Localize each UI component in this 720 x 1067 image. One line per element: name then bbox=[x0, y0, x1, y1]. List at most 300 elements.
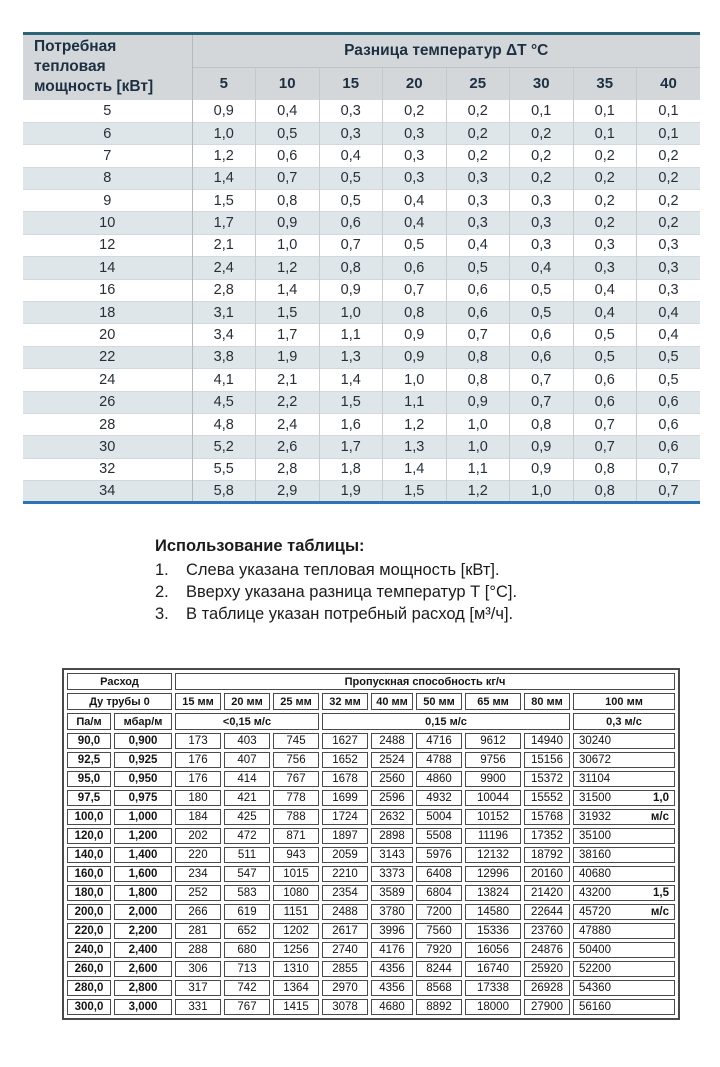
flowrate-value-cell: 0,7 bbox=[637, 481, 701, 503]
flowrate-value-cell: 0,9 bbox=[319, 279, 383, 301]
capacity-value-cell: 15768 bbox=[524, 809, 570, 825]
power-value-cell: 14 bbox=[23, 257, 192, 279]
capacity-value-cell: 2970 bbox=[322, 980, 368, 996]
power-value-cell: 32 bbox=[23, 458, 192, 480]
flowrate-value-cell: 1,7 bbox=[319, 436, 383, 458]
power-value-cell: 6 bbox=[23, 122, 192, 144]
pressure-drop-mbar-cell: 3,000 bbox=[114, 999, 172, 1015]
flowrate-value-cell: 0,4 bbox=[446, 234, 510, 256]
flowrate-value-cell: 0,6 bbox=[637, 413, 701, 435]
flowrate-value-cell: 0,3 bbox=[637, 279, 701, 301]
velocity-note: 1,5 bbox=[653, 887, 669, 899]
power-table-row bbox=[23, 122, 700, 144]
flowrate-value-cell: 0,3 bbox=[383, 167, 447, 189]
flowrate-value-cell: 5,8 bbox=[192, 481, 256, 503]
pressure-drop-pa-cell: 280,0 bbox=[67, 980, 111, 996]
pipe-diameter-header: 25 мм bbox=[273, 693, 319, 710]
capacity-value-cell-100mm bbox=[573, 961, 675, 977]
flow-table-header-row-1 bbox=[67, 673, 675, 690]
pipe-diameter-header: 65 мм bbox=[465, 693, 521, 710]
power-value-cell: 12 bbox=[23, 234, 192, 256]
power-value-cell: 8 bbox=[23, 167, 192, 189]
capacity-value-cell: 8892 bbox=[416, 999, 462, 1015]
capacity-100mm-value: 31104 bbox=[579, 773, 611, 785]
flowrate-value-cell: 0,8 bbox=[573, 481, 637, 503]
flowrate-value-cell: 0,8 bbox=[573, 458, 637, 480]
flowrate-value-cell: 3,8 bbox=[192, 346, 256, 368]
flowrate-value-cell: 1,0 bbox=[383, 369, 447, 391]
pressure-drop-mbar-cell: 0,950 bbox=[114, 771, 172, 787]
capacity-value-cell: 2617 bbox=[322, 923, 368, 939]
flow-table-row bbox=[67, 885, 675, 901]
capacity-value-cell: 24876 bbox=[524, 942, 570, 958]
flowrate-value-cell: 0,2 bbox=[573, 189, 637, 211]
power-value-cell: 18 bbox=[23, 301, 192, 323]
power-table-row bbox=[23, 346, 700, 368]
capacity-value-cell: 2740 bbox=[322, 942, 368, 958]
capacity-value-cell: 1699 bbox=[322, 790, 368, 806]
flowrate-value-cell: 1,5 bbox=[256, 301, 320, 323]
pressure-drop-mbar-cell: 2,600 bbox=[114, 961, 172, 977]
flowrate-value-cell: 1,7 bbox=[192, 212, 256, 234]
capacity-value-cell: 17338 bbox=[465, 980, 521, 996]
usage-note-number: 2. bbox=[155, 583, 169, 601]
flowrate-value-cell: 1,9 bbox=[319, 481, 383, 503]
power-value-cell: 5 bbox=[23, 100, 192, 122]
pressure-drop-pa-cell: 97,5 bbox=[67, 790, 111, 806]
flowrate-value-cell: 0,5 bbox=[510, 301, 574, 323]
power-value-cell: 24 bbox=[23, 369, 192, 391]
pressure-drop-mbar-cell: 2,800 bbox=[114, 980, 172, 996]
pipe-diameter-header: 20 мм bbox=[224, 693, 270, 710]
capacity-value-cell: 173 bbox=[175, 733, 221, 749]
capacity-value-cell: 943 bbox=[273, 847, 319, 863]
capacity-100mm-value: 30672 bbox=[579, 754, 611, 766]
delta-t-column-header: 35 bbox=[573, 67, 637, 100]
delta-t-column-header: 10 bbox=[256, 67, 320, 100]
capacity-value-cell: 7200 bbox=[416, 904, 462, 920]
flowrate-value-cell: 0,2 bbox=[573, 212, 637, 234]
capacity-value-cell: 4932 bbox=[416, 790, 462, 806]
flowrate-value-cell: 2,9 bbox=[256, 481, 320, 503]
capacity-100mm-wrap bbox=[574, 849, 674, 861]
flowrate-value-cell: 0,7 bbox=[383, 279, 447, 301]
capacity-value-cell: 1678 bbox=[322, 771, 368, 787]
flowrate-value-cell: 4,1 bbox=[192, 369, 256, 391]
capacity-value-cell: 22644 bbox=[524, 904, 570, 920]
flowrate-value-cell: 0,9 bbox=[510, 436, 574, 458]
capacity-value-cell: 1627 bbox=[322, 733, 368, 749]
capacity-100mm-value: 31500 bbox=[579, 792, 611, 804]
capacity-value-cell: 414 bbox=[224, 771, 270, 787]
flow-header-capacity: Пропускная способность кг/ч bbox=[175, 673, 675, 690]
power-value-cell: 34 bbox=[23, 481, 192, 503]
flowrate-value-cell: 0,3 bbox=[573, 257, 637, 279]
usage-note-number: 3. bbox=[155, 605, 169, 623]
usage-notes bbox=[155, 537, 517, 625]
usage-note-number: 1. bbox=[155, 561, 169, 579]
capacity-100mm-wrap bbox=[574, 1001, 674, 1013]
power-table-row bbox=[23, 257, 700, 279]
flowrate-value-cell: 0,2 bbox=[383, 100, 447, 122]
pipe-diameter-header: 15 мм bbox=[175, 693, 221, 710]
flowrate-value-cell: 0,9 bbox=[192, 100, 256, 122]
capacity-100mm-value: 47880 bbox=[579, 925, 611, 937]
flowrate-value-cell: 0,3 bbox=[510, 189, 574, 211]
power-table-row bbox=[23, 481, 700, 503]
flowrate-value-cell: 1,4 bbox=[319, 369, 383, 391]
capacity-value-cell: 331 bbox=[175, 999, 221, 1015]
capacity-value-cell: 176 bbox=[175, 752, 221, 768]
flowrate-value-cell: 0,8 bbox=[319, 257, 383, 279]
capacity-value-cell: 4860 bbox=[416, 771, 462, 787]
capacity-value-cell-100mm bbox=[573, 923, 675, 939]
pressure-drop-pa-cell: 160,0 bbox=[67, 866, 111, 882]
flowrate-value-cell: 1,5 bbox=[383, 481, 447, 503]
capacity-value-cell-100mm bbox=[573, 942, 675, 958]
capacity-value-cell: 2524 bbox=[371, 752, 413, 768]
power-table-row bbox=[23, 189, 700, 211]
capacity-100mm-wrap bbox=[574, 735, 674, 747]
capacity-value-cell: 9756 bbox=[465, 752, 521, 768]
capacity-100mm-wrap bbox=[574, 963, 674, 975]
flowrate-value-cell: 1,9 bbox=[256, 346, 320, 368]
pressure-drop-mbar-cell: 1,600 bbox=[114, 866, 172, 882]
flowrate-value-cell: 0,3 bbox=[446, 167, 510, 189]
flowrate-value-cell: 1,0 bbox=[446, 413, 510, 435]
power-table-row bbox=[23, 391, 700, 413]
flow-table-header-row-3 bbox=[67, 713, 675, 730]
capacity-100mm-value: 45720 bbox=[579, 906, 611, 918]
flow-table-row bbox=[67, 923, 675, 939]
capacity-value-cell: 680 bbox=[224, 942, 270, 958]
capacity-value-cell: 652 bbox=[224, 923, 270, 939]
capacity-100mm-value: 40680 bbox=[579, 868, 611, 880]
pressure-drop-pa-cell: 90,0 bbox=[67, 733, 111, 749]
power-value-cell: 30 bbox=[23, 436, 192, 458]
capacity-100mm-value: 35100 bbox=[579, 830, 611, 842]
flowrate-value-cell: 0,7 bbox=[319, 234, 383, 256]
capacity-value-cell: 11196 bbox=[465, 828, 521, 844]
flowrate-value-cell: 0,4 bbox=[637, 301, 701, 323]
capacity-value-cell: 14580 bbox=[465, 904, 521, 920]
capacity-value-cell: 6804 bbox=[416, 885, 462, 901]
capacity-value-cell-100mm bbox=[573, 885, 675, 901]
flowrate-value-cell: 0,3 bbox=[383, 145, 447, 167]
capacity-value-cell: 27900 bbox=[524, 999, 570, 1015]
flowrate-value-cell: 0,9 bbox=[383, 324, 447, 346]
flowrate-value-cell: 0,7 bbox=[446, 324, 510, 346]
power-table-row bbox=[23, 324, 700, 346]
flow-table-row bbox=[67, 961, 675, 977]
flowrate-value-cell: 0,5 bbox=[446, 257, 510, 279]
capacity-value-cell-100mm bbox=[573, 752, 675, 768]
flowrate-value-cell: 2,1 bbox=[192, 234, 256, 256]
flowrate-value-cell: 0,6 bbox=[256, 145, 320, 167]
power-table-row bbox=[23, 301, 700, 323]
flowrate-value-cell: 0,3 bbox=[637, 234, 701, 256]
flow-table-row bbox=[67, 999, 675, 1015]
flowrate-value-cell: 4,8 bbox=[192, 413, 256, 435]
flow-table-row bbox=[67, 771, 675, 787]
power-table-left-header: Потребная тепловая мощность [кВт] bbox=[23, 34, 192, 100]
capacity-value-cell: 2210 bbox=[322, 866, 368, 882]
power-value-cell: 9 bbox=[23, 189, 192, 211]
capacity-value-cell: 23760 bbox=[524, 923, 570, 939]
capacity-value-cell: 10044 bbox=[465, 790, 521, 806]
capacity-100mm-value: 50400 bbox=[579, 944, 611, 956]
capacity-value-cell: 2596 bbox=[371, 790, 413, 806]
flowrate-value-cell: 0,3 bbox=[637, 257, 701, 279]
flowrate-value-cell: 1,3 bbox=[383, 436, 447, 458]
capacity-value-cell: 4680 bbox=[371, 999, 413, 1015]
flowrate-value-cell: 1,0 bbox=[319, 301, 383, 323]
capacity-value-cell: 2855 bbox=[322, 961, 368, 977]
flowrate-value-cell: 2,6 bbox=[256, 436, 320, 458]
flowrate-value-cell: 1,1 bbox=[383, 391, 447, 413]
flowrate-value-cell: 0,4 bbox=[637, 324, 701, 346]
capacity-value-cell: 403 bbox=[224, 733, 270, 749]
flow-table-row bbox=[67, 733, 675, 749]
flow-table-row bbox=[67, 942, 675, 958]
capacity-value-cell: 1310 bbox=[273, 961, 319, 977]
power-value-cell: 20 bbox=[23, 324, 192, 346]
flowrate-value-cell: 0,7 bbox=[510, 369, 574, 391]
power-value-cell: 26 bbox=[23, 391, 192, 413]
capacity-value-cell: 202 bbox=[175, 828, 221, 844]
capacity-value-cell: 3143 bbox=[371, 847, 413, 863]
power-table bbox=[23, 32, 700, 504]
flowrate-value-cell: 0,2 bbox=[510, 145, 574, 167]
pipe-diameter-header: 50 мм bbox=[416, 693, 462, 710]
flowrate-value-cell: 0,1 bbox=[637, 122, 701, 144]
flowrate-value-cell: 1,0 bbox=[256, 234, 320, 256]
flow-header-flow: Расход bbox=[67, 673, 172, 690]
power-value-cell: 7 bbox=[23, 145, 192, 167]
flowrate-value-cell: 2,4 bbox=[256, 413, 320, 435]
flowrate-value-cell: 0,3 bbox=[510, 234, 574, 256]
flowrate-value-cell: 0,6 bbox=[573, 369, 637, 391]
capacity-value-cell: 742 bbox=[224, 980, 270, 996]
capacity-100mm-wrap bbox=[574, 792, 674, 804]
capacity-value-cell: 3589 bbox=[371, 885, 413, 901]
capacity-value-cell: 8244 bbox=[416, 961, 462, 977]
capacity-value-cell: 15552 bbox=[524, 790, 570, 806]
capacity-100mm-value: 30240 bbox=[579, 735, 611, 747]
pressure-drop-pa-cell: 300,0 bbox=[67, 999, 111, 1015]
capacity-value-cell-100mm bbox=[573, 828, 675, 844]
capacity-value-cell: 3780 bbox=[371, 904, 413, 920]
capacity-value-cell: 6408 bbox=[416, 866, 462, 882]
capacity-value-cell: 619 bbox=[224, 904, 270, 920]
delta-t-column-header: 20 bbox=[383, 67, 447, 100]
velocity-note: м/с bbox=[650, 811, 669, 823]
delta-t-column-header: 15 bbox=[319, 67, 383, 100]
flowrate-value-cell: 0,1 bbox=[573, 100, 637, 122]
flowrate-value-cell: 0,6 bbox=[319, 212, 383, 234]
flow-table-row bbox=[67, 847, 675, 863]
flowrate-value-cell: 4,5 bbox=[192, 391, 256, 413]
flowrate-value-cell: 2,8 bbox=[192, 279, 256, 301]
flowrate-value-cell: 0,6 bbox=[510, 324, 574, 346]
flowrate-value-cell: 0,6 bbox=[573, 391, 637, 413]
capacity-value-cell: 2560 bbox=[371, 771, 413, 787]
pipe-diameter-header: 40 мм bbox=[371, 693, 413, 710]
capacity-value-cell: 871 bbox=[273, 828, 319, 844]
power-table-row bbox=[23, 458, 700, 480]
flow-header-velocity-high: 0,3 м/с bbox=[573, 713, 675, 730]
capacity-100mm-value: 31932 bbox=[579, 811, 611, 823]
usage-notes-title: Использование таблицы: bbox=[155, 537, 365, 555]
flowrate-value-cell: 1,0 bbox=[192, 122, 256, 144]
pressure-drop-mbar-cell: 0,900 bbox=[114, 733, 172, 749]
usage-note-text: В таблице указан потребный расход [м³/ч]. bbox=[186, 605, 514, 623]
flow-header-mbar-unit: мбар/м bbox=[114, 713, 172, 730]
capacity-value-cell: 17352 bbox=[524, 828, 570, 844]
capacity-value-cell: 306 bbox=[175, 961, 221, 977]
delta-t-column-header: 30 bbox=[510, 67, 574, 100]
flowrate-value-cell: 2,1 bbox=[256, 369, 320, 391]
pressure-drop-pa-cell: 260,0 bbox=[67, 961, 111, 977]
pressure-drop-pa-cell: 180,0 bbox=[67, 885, 111, 901]
capacity-value-cell: 1364 bbox=[273, 980, 319, 996]
flowrate-value-cell: 1,3 bbox=[319, 346, 383, 368]
capacity-value-cell: 4356 bbox=[371, 961, 413, 977]
capacity-100mm-wrap bbox=[574, 811, 674, 823]
velocity-note: 1,0 bbox=[653, 792, 669, 804]
capacity-value-cell: 5004 bbox=[416, 809, 462, 825]
pipe-diameter-header: 80 мм bbox=[524, 693, 570, 710]
capacity-value-cell: 234 bbox=[175, 866, 221, 882]
capacity-value-cell: 3996 bbox=[371, 923, 413, 939]
flow-table-row bbox=[67, 828, 675, 844]
capacity-100mm-value: 43200 bbox=[579, 887, 611, 899]
capacity-value-cell: 4716 bbox=[416, 733, 462, 749]
power-table-row bbox=[23, 436, 700, 458]
usage-note-item bbox=[155, 559, 517, 581]
power-table-body bbox=[23, 100, 700, 503]
flowrate-value-cell: 2,4 bbox=[192, 257, 256, 279]
capacity-value-cell: 5508 bbox=[416, 828, 462, 844]
flowrate-value-cell: 0,9 bbox=[383, 346, 447, 368]
flowrate-value-cell: 0,3 bbox=[446, 189, 510, 211]
capacity-value-cell: 583 bbox=[224, 885, 270, 901]
flowrate-value-cell: 0,3 bbox=[573, 234, 637, 256]
capacity-value-cell: 288 bbox=[175, 942, 221, 958]
pressure-drop-pa-cell: 92,5 bbox=[67, 752, 111, 768]
flow-table-row bbox=[67, 809, 675, 825]
capacity-value-cell: 12996 bbox=[465, 866, 521, 882]
capacity-value-cell: 9900 bbox=[465, 771, 521, 787]
capacity-100mm-wrap bbox=[574, 944, 674, 956]
capacity-value-cell: 21420 bbox=[524, 885, 570, 901]
flowrate-value-cell: 0,5 bbox=[319, 189, 383, 211]
capacity-value-cell: 2354 bbox=[322, 885, 368, 901]
capacity-100mm-wrap bbox=[574, 754, 674, 766]
capacity-value-cell: 713 bbox=[224, 961, 270, 977]
capacity-value-cell: 4788 bbox=[416, 752, 462, 768]
capacity-value-cell: 1897 bbox=[322, 828, 368, 844]
flowrate-value-cell: 0,2 bbox=[510, 122, 574, 144]
flowrate-value-cell: 0,2 bbox=[446, 100, 510, 122]
flowrate-value-cell: 0,5 bbox=[573, 346, 637, 368]
capacity-value-cell: 1256 bbox=[273, 942, 319, 958]
flowrate-value-cell: 0,1 bbox=[510, 100, 574, 122]
capacity-value-cell: 756 bbox=[273, 752, 319, 768]
capacity-value-cell: 511 bbox=[224, 847, 270, 863]
power-table-row bbox=[23, 212, 700, 234]
pressure-drop-pa-cell: 140,0 bbox=[67, 847, 111, 863]
flowrate-value-cell: 1,1 bbox=[446, 458, 510, 480]
pressure-drop-pa-cell: 100,0 bbox=[67, 809, 111, 825]
flowrate-value-cell: 0,6 bbox=[446, 279, 510, 301]
flowrate-value-cell: 0,6 bbox=[637, 391, 701, 413]
flowrate-value-cell: 0,2 bbox=[573, 167, 637, 189]
flow-table bbox=[62, 668, 680, 1020]
flowrate-value-cell: 0,3 bbox=[510, 212, 574, 234]
flowrate-value-cell: 0,8 bbox=[446, 369, 510, 391]
capacity-value-cell: 4176 bbox=[371, 942, 413, 958]
flowrate-value-cell: 0,3 bbox=[319, 100, 383, 122]
flowrate-value-cell: 1,8 bbox=[319, 458, 383, 480]
pressure-drop-mbar-cell: 0,975 bbox=[114, 790, 172, 806]
flowrate-value-cell: 0,8 bbox=[383, 301, 447, 323]
flowrate-value-cell: 1,4 bbox=[383, 458, 447, 480]
capacity-value-cell: 1724 bbox=[322, 809, 368, 825]
flowrate-value-cell: 1,7 bbox=[256, 324, 320, 346]
flowrate-value-cell: 5,5 bbox=[192, 458, 256, 480]
flow-header-pa-unit: Па/м bbox=[67, 713, 111, 730]
pressure-drop-pa-cell: 240,0 bbox=[67, 942, 111, 958]
power-table-delta-t-title: Разница температур ΔT °C bbox=[192, 34, 700, 68]
capacity-100mm-wrap bbox=[574, 830, 674, 842]
capacity-value-cell: 2059 bbox=[322, 847, 368, 863]
flowrate-value-cell: 0,7 bbox=[573, 413, 637, 435]
capacity-value-cell: 317 bbox=[175, 980, 221, 996]
flowrate-value-cell: 0,5 bbox=[510, 279, 574, 301]
flowrate-value-cell: 0,4 bbox=[319, 145, 383, 167]
flowrate-value-cell: 1,4 bbox=[256, 279, 320, 301]
capacity-100mm-wrap bbox=[574, 868, 674, 880]
flowrate-value-cell: 1,1 bbox=[319, 324, 383, 346]
capacity-value-cell: 13824 bbox=[465, 885, 521, 901]
flowrate-value-cell: 0,4 bbox=[573, 301, 637, 323]
flowrate-value-cell: 2,2 bbox=[256, 391, 320, 413]
capacity-value-cell-100mm bbox=[573, 980, 675, 996]
flow-table-row bbox=[67, 790, 675, 806]
capacity-value-cell: 220 bbox=[175, 847, 221, 863]
capacity-value-cell: 3078 bbox=[322, 999, 368, 1015]
pressure-drop-mbar-cell: 0,925 bbox=[114, 752, 172, 768]
capacity-100mm-wrap bbox=[574, 906, 674, 918]
flowrate-value-cell: 0,4 bbox=[256, 100, 320, 122]
capacity-value-cell: 421 bbox=[224, 790, 270, 806]
flowrate-value-cell: 0,2 bbox=[637, 212, 701, 234]
power-value-cell: 28 bbox=[23, 413, 192, 435]
flowrate-value-cell: 0,9 bbox=[510, 458, 574, 480]
pressure-drop-mbar-cell: 1,000 bbox=[114, 809, 172, 825]
capacity-value-cell: 2898 bbox=[371, 828, 413, 844]
pressure-drop-mbar-cell: 1,200 bbox=[114, 828, 172, 844]
flowrate-value-cell: 1,2 bbox=[256, 257, 320, 279]
flowrate-value-cell: 0,6 bbox=[383, 257, 447, 279]
capacity-100mm-value: 38160 bbox=[579, 849, 611, 861]
capacity-value-cell: 15156 bbox=[524, 752, 570, 768]
flowrate-value-cell: 1,5 bbox=[192, 189, 256, 211]
capacity-value-cell-100mm bbox=[573, 771, 675, 787]
capacity-value-cell-100mm bbox=[573, 733, 675, 749]
flow-header-velocity-mid: 0,15 м/с bbox=[322, 713, 570, 730]
